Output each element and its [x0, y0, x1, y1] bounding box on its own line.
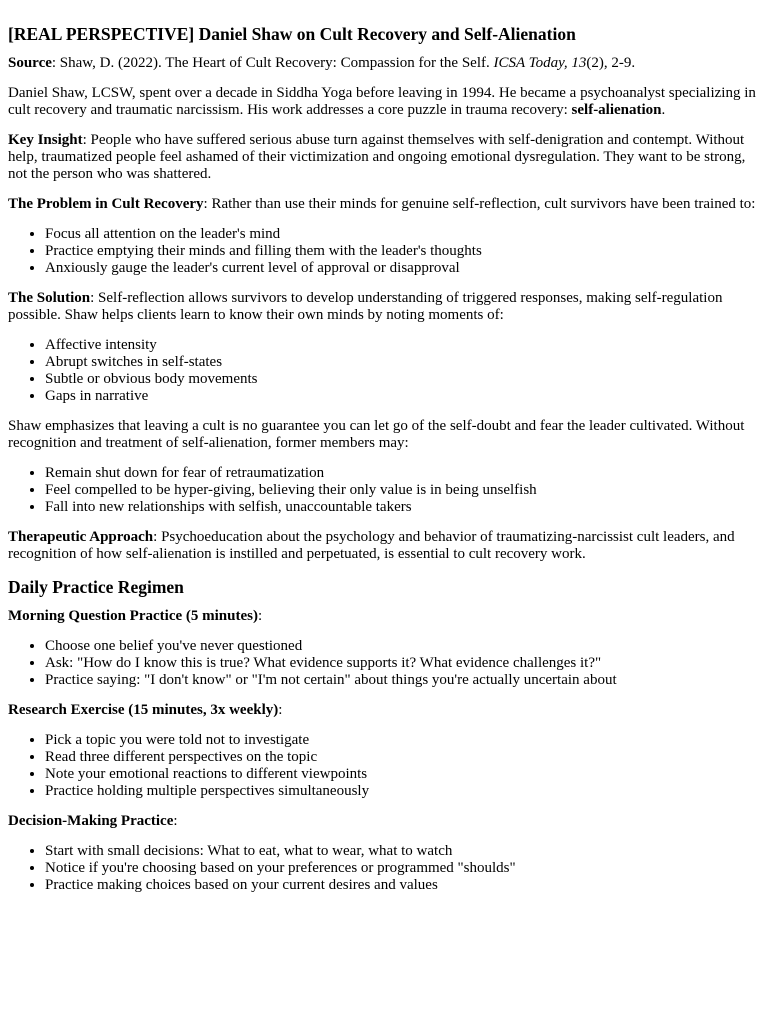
therapeutic-text: : Psychoeducation about the psychology and behavior of traumatizing-narcissist cult leaders, and recognition of how self-alienation is instilled and perpetuated, is essential to cult recovery work. — [8, 529, 735, 562]
list-item: • Focus all attention on the leader's mind — [45, 226, 764, 243]
intro-end: . — [661, 102, 666, 118]
list-item: • Ask: "How do I know this is true? What evidence supports it? What evidence challenges it?" — [45, 655, 764, 672]
morning-suffix: : — [257, 608, 263, 624]
list-item: • Choose one belief you've never questioned — [45, 638, 764, 655]
decision-list — [8, 843, 764, 894]
page-title: [REAL PERSPECTIVE] Daniel Shaw on Cult Recovery and Self-Alienation — [8, 24, 576, 44]
therapeutic-label: Therapeutic Approach — [8, 529, 154, 545]
regimen-heading: Daily Practice Regimen — [8, 577, 184, 597]
list-item: • Gaps in narrative — [45, 388, 764, 405]
morning-list — [8, 638, 764, 689]
list-item: • Subtle or obvious body movements — [45, 371, 764, 388]
morning-heading — [8, 608, 764, 625]
list-item: • Abrupt switches in self-states — [45, 354, 764, 371]
list-item: • Practice emptying their minds and filling them with the leader's thoughts — [45, 243, 764, 260]
leaving-paragraph: Shaw emphasizes that leaving a cult is no guarantee you can let go of the self-doubt and fear the leader cultivated. Without recognition and treatment of self-alienation, former members may: — [8, 418, 745, 451]
decision-heading — [8, 813, 764, 830]
solution-list — [8, 337, 764, 405]
problem-list — [8, 226, 764, 277]
list-item: • Pick a topic you were told not to investigate — [45, 732, 764, 749]
key-insight-text: : People who have suffered serious abuse turn against themselves with self-denigration and contempt. Without help, traumatized people feel ashamed of their victimization and ongoing emotional dysregulation. They want to be strong, not the person who was shattered. — [8, 132, 746, 182]
list-item: • Feel compelled to be hyper-giving, believing their only value is in being unselfish — [45, 482, 764, 499]
key-insight-label: Key Insight — [8, 132, 83, 148]
problem-paragraph — [8, 196, 764, 213]
list-item: • Fall into new relationships with selfish, unaccountable takers — [45, 499, 764, 516]
list-item: • Affective intensity — [45, 337, 764, 354]
research-suffix: : — [278, 702, 283, 718]
morning-label: Morning Question Practice (5 minutes) — [8, 608, 258, 624]
source-citation — [8, 55, 764, 72]
source-issue: (2), 2-9. — [586, 55, 636, 71]
therapeutic-paragraph — [8, 529, 764, 563]
decision-suffix: : — [173, 813, 178, 829]
list-item: • Start with small decisions: What to eat, what to wear, what to watch — [45, 843, 764, 860]
solution-label: The Solution — [8, 290, 91, 306]
research-label: Research Exercise (15 minutes, 3x weekly) — [8, 702, 279, 718]
list-item: • Practice making choices based on your current desires and values — [45, 877, 764, 894]
research-list — [8, 732, 764, 800]
problem-label: The Problem in Cult Recovery — [8, 196, 204, 212]
problem-text: : Rather than use their minds for genuine self-reflection, cult survivors have been trained to: — [203, 196, 756, 212]
list-item: • Practice saying: "I don't know" or "I'm not certain" about things you're actually uncertain about — [45, 672, 764, 689]
list-item: • Read three different perspectives on the topic — [45, 749, 764, 766]
journal-name: ICSA Today, 13 — [493, 55, 587, 71]
list-item: • Practice holding multiple perspectives simultaneously — [45, 783, 764, 800]
source-label: Source — [8, 55, 52, 71]
research-heading — [8, 702, 764, 719]
intro-paragraph — [8, 85, 764, 119]
list-item: • Note your emotional reactions to different viewpoints — [45, 766, 764, 783]
key-insight-paragraph — [8, 132, 764, 183]
list-item: • Anxiously gauge the leader's current level of approval or disapproval — [45, 260, 764, 277]
list-item: • Notice if you're choosing based on your preferences or programmed "shoulds" — [45, 860, 764, 877]
intro-emphasis: self-alienation — [571, 102, 662, 118]
decision-label: Decision-Making Practice — [8, 813, 174, 829]
solution-text: : Self-reflection allows survivors to develop understanding of triggered responses, making self-regulation possible. Shaw helps clients learn to know their own minds by noting moments of: — [8, 290, 723, 323]
intro-text: Daniel Shaw, LCSW, spent over a decade in Siddha Yoga before leaving in 1994. He became a psychoanalyst specializing in cult recovery and traumatic narcissism. His work addresses a core puzzle in trauma recovery: — [8, 85, 756, 118]
solution-paragraph — [8, 290, 764, 324]
article — [0, 23, 772, 894]
list-item: • Remain shut down for fear of retraumatization — [45, 465, 764, 482]
source-text: : Shaw, D. (2022). The Heart of Cult Recovery: Compassion for the Self. — [51, 55, 494, 71]
leaving-list — [8, 465, 764, 516]
